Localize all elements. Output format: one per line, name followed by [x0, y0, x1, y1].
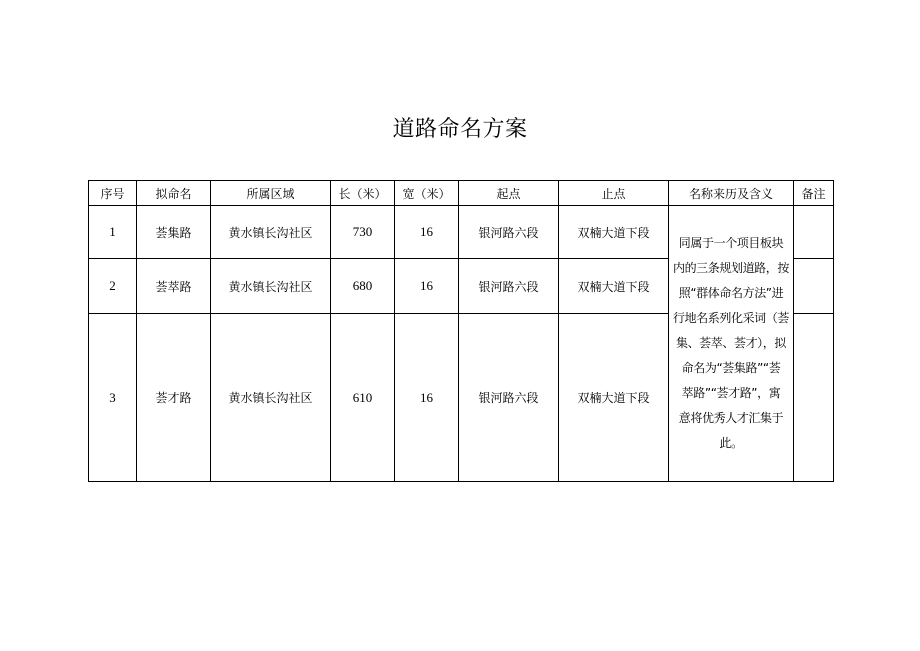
origin-text-line: 萃路”“荟才路”，寓	[681, 386, 781, 400]
cell-seq: 2	[89, 259, 137, 314]
cell-origin-merged	[669, 206, 794, 482]
origin-text-line: 内的三条规划道路，按	[672, 261, 789, 275]
origin-text-line: 此。	[719, 436, 743, 450]
cell-remark	[794, 259, 834, 314]
cell-name: 荟才路	[137, 314, 211, 482]
road-naming-table	[88, 180, 834, 482]
origin-text-line: 集、荟萃、荟才），拟	[675, 336, 786, 350]
cell-name: 荟集路	[137, 206, 211, 259]
cell-seq: 3	[89, 314, 137, 482]
header-remark: 备注	[794, 181, 834, 206]
cell-length: 610	[331, 314, 395, 482]
cell-length: 680	[331, 259, 395, 314]
header-width: 宽（米）	[395, 181, 459, 206]
cell-area: 黄水镇长沟社区	[211, 206, 331, 259]
cell-width: 16	[395, 314, 459, 482]
cell-start: 银河路六段	[459, 206, 559, 259]
header-end: 止点	[559, 181, 669, 206]
table-row	[89, 206, 834, 259]
header-origin: 名称来历及含义	[669, 181, 794, 206]
cell-length: 730	[331, 206, 395, 259]
cell-area: 黄水镇长沟社区	[211, 259, 331, 314]
origin-text-line: 照“群体命名方法”进	[678, 286, 784, 300]
cell-area: 黄水镇长沟社区	[211, 314, 331, 482]
cell-width: 16	[395, 259, 459, 314]
origin-text-line: 命名为“荟集路”“荟	[681, 361, 781, 375]
cell-end: 双楠大道下段	[559, 259, 669, 314]
header-seq: 序号	[89, 181, 137, 206]
cell-start: 银河路六段	[459, 259, 559, 314]
table-header-row	[89, 181, 834, 206]
cell-end: 双楠大道下段	[559, 314, 669, 482]
header-start: 起点	[459, 181, 559, 206]
cell-remark	[794, 314, 834, 482]
cell-seq: 1	[89, 206, 137, 259]
header-name: 拟命名	[137, 181, 211, 206]
cell-remark	[794, 206, 834, 259]
cell-name: 荟萃路	[137, 259, 211, 314]
cell-start: 银河路六段	[459, 314, 559, 482]
header-length: 长（米）	[331, 181, 395, 206]
header-area: 所属区域	[211, 181, 331, 206]
origin-text-line: 同属于一个项目板块	[678, 236, 784, 250]
cell-width: 16	[395, 206, 459, 259]
origin-text-line: 意将优秀人才汇集于	[678, 411, 784, 425]
document-title: 道路命名方案	[392, 117, 528, 142]
origin-text-line: 行地名系列化采词（荟	[672, 311, 789, 325]
cell-end: 双楠大道下段	[559, 206, 669, 259]
